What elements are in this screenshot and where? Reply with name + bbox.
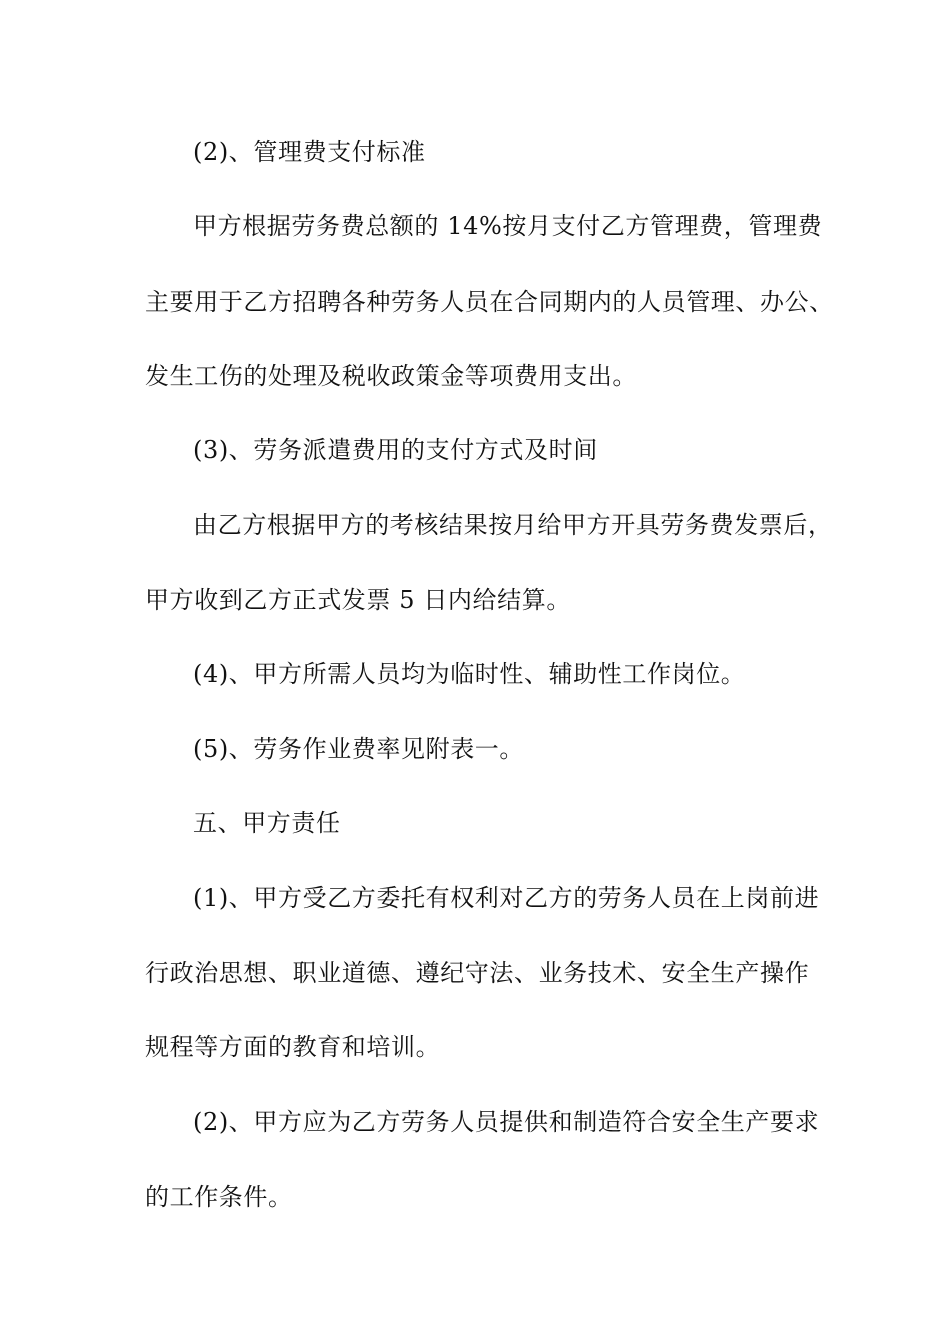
- paragraph-line: 的工作条件。: [145, 1183, 293, 1211]
- paragraph-heading-payment-method: (3)、劳务派遣费用的支付方式及时间: [193, 436, 598, 464]
- paragraph-line: 甲方收到乙方正式发票 5 日内给结算。: [145, 586, 571, 614]
- paragraph-item-4: (4)、甲方所需人员均为临时性、辅助性工作岗位。: [193, 660, 746, 688]
- paragraph-line: 规程等方面的教育和培训。: [145, 1033, 441, 1061]
- paragraph-item-5: (5)、劳务作业费率见附表一。: [193, 735, 524, 763]
- paragraph-line: 主要用于乙方招聘各种劳务人员在合同期内的人员管理、办公、: [145, 288, 834, 316]
- section-heading-party-a-duties: 五、甲方责任: [193, 809, 341, 837]
- paragraph-line: 由乙方根据甲方的考核结果按月给甲方开具劳务费发票后，: [193, 511, 833, 539]
- paragraph-line: (1)、甲方受乙方委托有权利对乙方的劳务人员在上岗前进: [193, 884, 820, 912]
- paragraph-heading-management-fee: (2)、管理费支付标准: [193, 138, 426, 166]
- paragraph-line: 行政治思想、职业道德、遵纪守法、业务技术、安全生产操作: [145, 959, 810, 987]
- paragraph-line: (2)、甲方应为乙方劳务人员提供和制造符合安全生产要求: [193, 1108, 820, 1136]
- paragraph-line: 甲方根据劳务费总额的 14%按月支付乙方管理费，管理费: [193, 212, 823, 240]
- paragraph-line: 发生工伤的处理及税收政策金等项费用支出。: [145, 362, 637, 390]
